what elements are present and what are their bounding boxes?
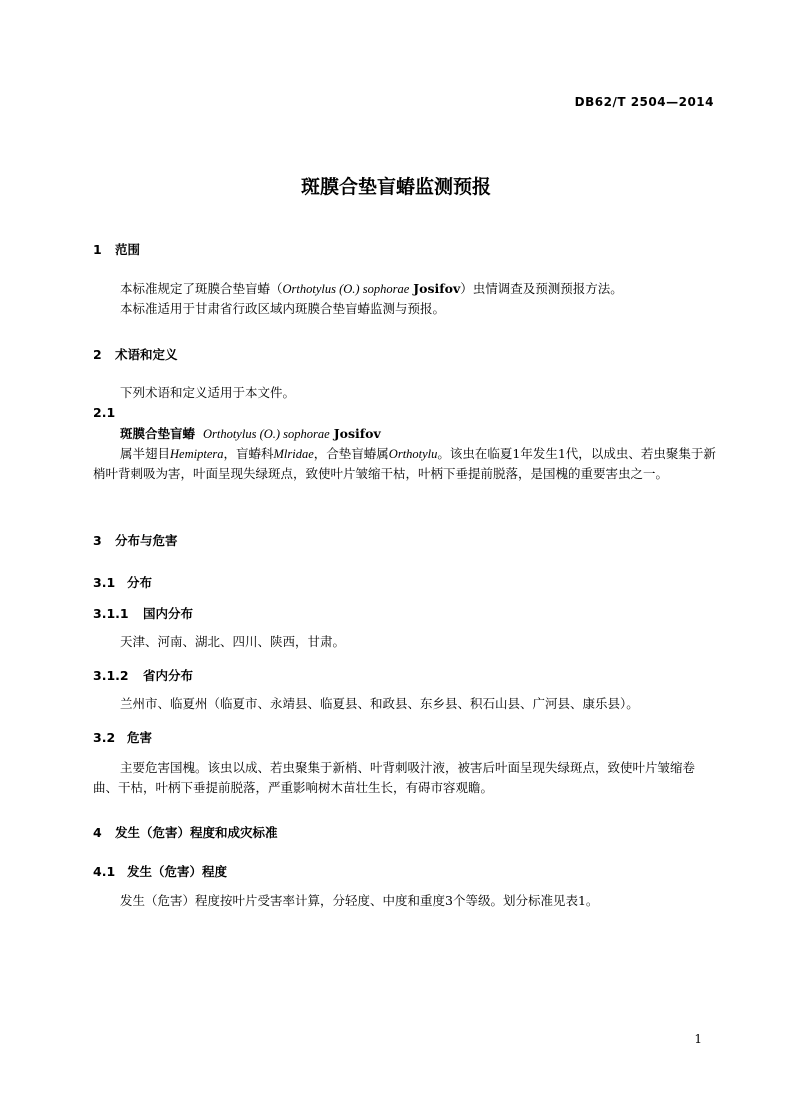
text: 。该虫在临夏1年发生1代，以成虫、若虫聚集于新梢叶背刺吸为害，叶面呈现失绿斑点，致使叶片皱缩干枯，叶柄下垂提前脱落，是国槐的重要害虫之一。 [93,446,716,481]
section-title: 术语和定义 [115,347,178,362]
text: 属半翅目 [120,446,171,461]
provincial-distribution-text: 兰州市、临夏州（临夏市、永靖县、临夏县、和政县、东乡县、积石山县、广河县、康乐县）。 [120,696,639,711]
section-number: 3.1 [93,575,116,590]
section-4-1-heading [93,862,227,880]
section-3-1-2-heading [93,666,193,684]
section-number: 3.2 [93,730,116,745]
section-number: 4.1 [93,864,116,879]
section-title: 发生（危害）程度 [127,864,228,879]
section-3-2-heading [93,728,152,746]
page-number: 1 [694,1032,702,1046]
section-3-heading [93,531,178,549]
section-number: 2 [93,347,102,362]
section-1-heading [93,240,140,258]
text: ）虫情调查及预测预报方法。 [460,281,623,296]
section-title: 发生（危害）程度和成灾标准 [115,825,278,840]
scope-paragraph-1 [93,279,716,299]
section-4-heading [93,823,278,841]
section-title: 范围 [115,242,141,257]
term-author: Josifov [333,426,381,441]
damage-text: 主要危害国槐。该虫以成、若虫聚集于新梢、叶背刺吸汁液，被害后叶面呈现失绿斑点，致使叶片皱缩卷曲、干枯，叶柄下垂提前脱落，严重影响树木苗壮生长，有碍市容观瞻。 [93,760,696,795]
section-title: 危害 [127,730,153,745]
section-number: 3 [93,533,102,548]
section-title: 国内分布 [143,606,194,621]
genus-name: Orthotylu [388,447,438,461]
text: ，合垫盲蝽属 [313,446,389,461]
section-title: 省内分布 [143,668,194,683]
order-name: Hemiptera [170,447,224,461]
section-number: 3.1.2 [93,668,129,683]
section-3-1-heading [93,573,152,591]
text: 本标准规定了斑膜合垫盲蝽（ [120,281,283,296]
term-number: 2.1 [93,405,116,420]
term-definition [93,444,716,484]
author-name: Josifov [413,281,461,296]
section-title: 分布 [127,575,153,590]
section-title: 分布与危害 [115,533,178,548]
section-number: 4 [93,825,102,840]
family-name: Mlridae [273,447,314,461]
section-number: 3.1.1 [93,606,129,621]
term-scientific: Orthotylus (O.) sophorae [202,427,330,441]
terms-intro: 下列术语和定义适用于本文件。 [120,385,296,400]
section-3-1-1-heading [93,604,193,622]
severity-text: 发生（危害）程度按叶片受害率计算，分轻度、中度和重度3个等级。划分标准见表1。 [120,893,599,908]
domestic-distribution-text: 天津、河南、湖北、四川、陕西，甘肃。 [120,634,346,649]
term-heading [93,424,716,444]
text: ，盲蝽科 [223,446,274,461]
section-number: 1 [93,242,102,257]
scope-paragraph-2: 本标准适用于甘肃省行政区域内斑膜合垫盲蝽监测与预报。 [120,301,446,316]
document-number: DB62/T 2504—2014 [574,95,714,109]
scientific-name: Orthotylus (O.) sophorae [282,282,410,296]
page-title: 斑膜合垫盲蝽监测预报 [300,176,491,198]
section-2-heading [93,345,178,363]
term-chinese: 斑膜合垫盲蝽 [120,426,196,441]
